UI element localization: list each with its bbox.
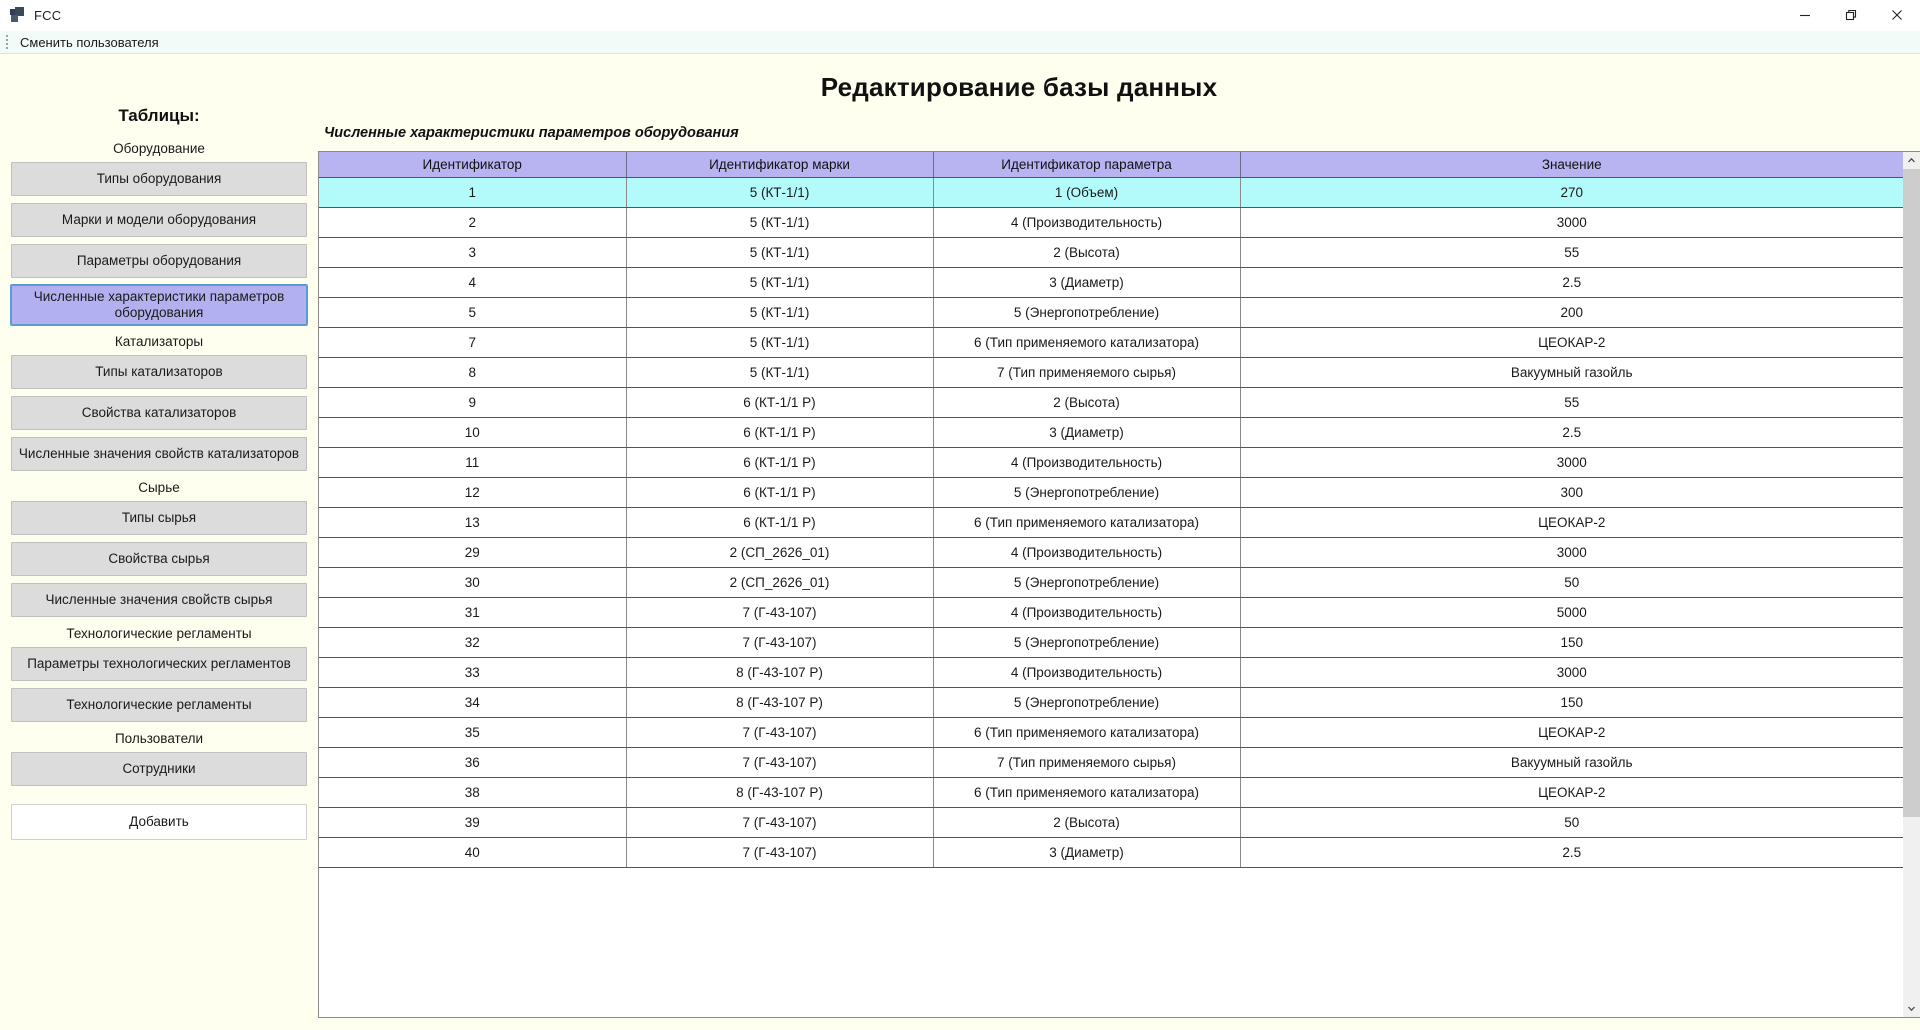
title-bar-left — [0, 7, 61, 23]
sidebar-item-catalyst-property-values[interactable]: Численные значения свойств катализаторов — [11, 437, 307, 471]
bottom-strip — [318, 1018, 1920, 1030]
chevron-down-icon — [1907, 1000, 1916, 1018]
cell-value[interactable]: 150 — [1240, 628, 1903, 658]
page-title: Редактирование базы данных — [820, 72, 1218, 102]
cell-id[interactable]: 9 — [319, 388, 626, 418]
cell-param-id[interactable]: 4 (Производительность) — [933, 208, 1240, 238]
cell-param-id[interactable]: 4 (Производительность) — [933, 448, 1240, 478]
cell-id[interactable]: 11 — [319, 448, 626, 478]
cell-id[interactable]: 29 — [319, 538, 626, 568]
cell-param-id[interactable]: 6 (Тип применяемого катализатора) — [933, 328, 1240, 358]
table-header-row — [319, 152, 1903, 178]
cell-param-id[interactable]: 6 (Тип применяемого катализатора) — [933, 508, 1240, 538]
cell-brand-id[interactable]: 7 (Г-43-107) — [626, 628, 933, 658]
table-caption: Численные характеристики параметров оборудования — [324, 125, 739, 141]
cell-brand-id[interactable]: 5 (КТ-1/1) — [626, 178, 933, 208]
vertical-scrollbar[interactable] — [1903, 151, 1920, 1018]
cell-param-id[interactable]: 5 (Энергопотребление) — [933, 688, 1240, 718]
cell-param-id[interactable]: 5 (Энергопотребление) — [933, 568, 1240, 598]
cell-param-id[interactable]: 3 (Диаметр) — [933, 838, 1240, 868]
cell-param-id[interactable]: 7 (Тип применяемого сырья) — [933, 748, 1240, 778]
cell-brand-id[interactable]: 6 (КТ-1/1 Р) — [626, 388, 933, 418]
table-row[interactable] — [319, 508, 1903, 538]
cell-brand-id[interactable]: 8 (Г-43-107 Р) — [626, 688, 933, 718]
table-row[interactable] — [319, 808, 1903, 838]
cell-param-id[interactable]: 5 (Энергопотребление) — [933, 298, 1240, 328]
table-head — [319, 152, 1903, 178]
table-row[interactable] — [319, 358, 1903, 388]
restore-icon — [1844, 8, 1858, 22]
sidebar-group-label-catalysts: Катализаторы — [114, 334, 204, 350]
cell-value[interactable]: Вакуумный газойль — [1240, 748, 1903, 778]
table-row[interactable] — [319, 748, 1903, 778]
cell-param-id[interactable]: 5 (Энергопотребление) — [933, 478, 1240, 508]
cell-brand-id[interactable]: 8 (Г-43-107 Р) — [626, 658, 933, 688]
sidebar-group-label-feedstock: Сырье — [138, 480, 180, 496]
table-row[interactable] — [319, 268, 1903, 298]
cell-id[interactable]: 38 — [319, 778, 626, 808]
cell-value[interactable]: 50 — [1240, 568, 1903, 598]
sidebar-item-catalyst-properties[interactable]: Свойства катализаторов — [11, 396, 307, 430]
column-header-value[interactable]: Значение — [1240, 152, 1903, 178]
cell-value[interactable]: ЦЕОКАР-2 — [1240, 718, 1903, 748]
sidebar-group-label-users: Пользователи — [114, 731, 204, 747]
data-table — [319, 152, 1903, 868]
sidebar-item-regulations[interactable]: Технологические регламенты — [11, 688, 307, 722]
table-row[interactable] — [319, 628, 1903, 658]
cell-id[interactable]: 32 — [319, 628, 626, 658]
cell-id[interactable]: 36 — [319, 748, 626, 778]
table-row[interactable] — [319, 478, 1903, 508]
table-row[interactable] — [319, 568, 1903, 598]
sidebar-item-equipment-types[interactable]: Типы оборудования — [11, 162, 307, 196]
sidebar-item-feedstock-property-values[interactable]: Численные значения свойств сырья — [11, 583, 307, 617]
scrollbar-track[interactable] — [1903, 169, 1920, 1000]
table-row[interactable] — [319, 838, 1903, 868]
cell-id[interactable]: 33 — [319, 658, 626, 688]
cell-brand-id[interactable]: 5 (КТ-1/1) — [626, 328, 933, 358]
maximize-button[interactable] — [1828, 0, 1874, 30]
cell-id[interactable]: 1 — [319, 178, 626, 208]
scrollbar-thumb[interactable] — [1903, 169, 1920, 817]
cell-param-id[interactable]: 2 (Высота) — [933, 238, 1240, 268]
cell-id[interactable]: 2 — [319, 208, 626, 238]
cell-id[interactable]: 31 — [319, 598, 626, 628]
cell-param-id[interactable]: 4 (Производительность) — [933, 658, 1240, 688]
data-grid-wrapper — [318, 151, 1920, 1018]
minimize-button[interactable] — [1782, 0, 1828, 30]
cell-value[interactable]: 2.5 — [1240, 418, 1903, 448]
sidebar-item-catalyst-types[interactable]: Типы катализаторов — [11, 355, 307, 389]
cell-brand-id[interactable]: 6 (КТ-1/1 Р) — [626, 478, 933, 508]
cell-brand-id[interactable]: 5 (КТ-1/1) — [626, 208, 933, 238]
sidebar-group-label-regulations: Технологические регламенты — [66, 626, 252, 642]
cell-id[interactable]: 8 — [319, 358, 626, 388]
add-button[interactable]: Добавить — [11, 804, 307, 840]
menu-item-switch-user[interactable]: Сменить пользователя — [20, 34, 159, 50]
cell-param-id[interactable]: 7 (Тип применяемого сырья) — [933, 358, 1240, 388]
menu-bar — [0, 31, 1920, 54]
cell-brand-id[interactable]: 5 (КТ-1/1) — [626, 298, 933, 328]
cell-brand-id[interactable]: 7 (Г-43-107) — [626, 748, 933, 778]
data-grid — [319, 151, 1903, 1018]
main-panel — [318, 54, 1920, 1030]
cell-param-id[interactable]: 2 (Высота) — [933, 388, 1240, 418]
window-title: FCC — [34, 7, 62, 23]
cell-value[interactable]: 270 — [1240, 178, 1903, 208]
table-row[interactable] — [319, 238, 1903, 268]
cell-brand-id[interactable]: 5 (КТ-1/1) — [626, 268, 933, 298]
cell-param-id[interactable]: 1 (Объем) — [933, 178, 1240, 208]
table-row[interactable] — [319, 418, 1903, 448]
cell-id[interactable]: 13 — [319, 508, 626, 538]
cell-value[interactable]: 150 — [1240, 688, 1903, 718]
column-header-id[interactable]: Идентификатор — [319, 152, 626, 178]
cell-value[interactable]: 3000 — [1240, 208, 1903, 238]
cell-id[interactable]: 34 — [319, 688, 626, 718]
sidebar-item-equipment-param-values[interactable]: Численные характеристики параметров оборудования — [11, 285, 307, 325]
table-row[interactable] — [319, 598, 1903, 628]
cell-param-id[interactable]: 6 (Тип применяемого катализатора) — [933, 778, 1240, 808]
cell-param-id[interactable]: 3 (Диаметр) — [933, 268, 1240, 298]
cell-value[interactable]: 3000 — [1240, 448, 1903, 478]
cell-value[interactable]: ЦЕОКАР-2 — [1240, 508, 1903, 538]
cell-param-id[interactable]: 4 (Производительность) — [933, 598, 1240, 628]
cell-id[interactable]: 5 — [319, 298, 626, 328]
cell-value[interactable]: 2.5 — [1240, 838, 1903, 868]
app-windows-icon — [10, 7, 26, 23]
cell-id[interactable]: 4 — [319, 268, 626, 298]
column-header-param-id[interactable]: Идентификатор параметра — [933, 152, 1240, 178]
close-icon — [1890, 8, 1904, 22]
sidebar-title: Таблицы: — [118, 106, 200, 125]
cell-brand-id[interactable]: 5 (КТ-1/1) — [626, 358, 933, 388]
scroll-down-button[interactable] — [1903, 1000, 1920, 1017]
cell-id[interactable]: 7 — [319, 328, 626, 358]
table-row[interactable] — [319, 658, 1903, 688]
content-area — [0, 54, 1920, 1030]
column-header-brand-id[interactable]: Идентификатор марки — [626, 152, 933, 178]
table-row[interactable] — [319, 538, 1903, 568]
cell-brand-id[interactable]: 7 (Г-43-107) — [626, 598, 933, 628]
window-controls — [1782, 0, 1920, 30]
cell-value[interactable]: ЦЕОКАР-2 — [1240, 328, 1903, 358]
table-row[interactable] — [319, 688, 1903, 718]
table-row[interactable] — [319, 328, 1903, 358]
cell-param-id[interactable]: 6 (Тип применяемого катализатора) — [933, 718, 1240, 748]
cell-brand-id[interactable]: 8 (Г-43-107 Р) — [626, 778, 933, 808]
table-row[interactable] — [319, 298, 1903, 328]
cell-value[interactable]: 200 — [1240, 298, 1903, 328]
cell-param-id[interactable]: 4 (Производительность) — [933, 538, 1240, 568]
sidebar-item-equipment-brands[interactable]: Марки и модели оборудования — [11, 203, 307, 237]
cell-brand-id[interactable]: 2 (СП_2626_01) — [626, 538, 933, 568]
cell-value[interactable]: 3000 — [1240, 658, 1903, 688]
sidebar-item-feedstock-properties[interactable]: Свойства сырья — [11, 542, 307, 576]
cell-brand-id[interactable]: 6 (КТ-1/1 Р) — [626, 418, 933, 448]
cell-brand-id[interactable]: 2 (СП_2626_01) — [626, 568, 933, 598]
cell-value[interactable]: 300 — [1240, 478, 1903, 508]
cell-id[interactable]: 3 — [319, 238, 626, 268]
sidebar-item-employees[interactable]: Сотрудники — [11, 752, 307, 786]
cell-id[interactable]: 35 — [319, 718, 626, 748]
cell-brand-id[interactable]: 7 (Г-43-107) — [626, 718, 933, 748]
sidebar-group-label-equipment: Оборудование — [113, 141, 205, 156]
cell-brand-id[interactable]: 7 (Г-43-107) — [626, 808, 933, 838]
sidebar-item-regulation-params[interactable]: Параметры технологических регламентов — [11, 647, 307, 681]
cell-id[interactable]: 40 — [319, 838, 626, 868]
cell-brand-id[interactable]: 6 (КТ-1/1 Р) — [626, 508, 933, 538]
scroll-up-button[interactable] — [1903, 152, 1920, 169]
cell-id[interactable]: 30 — [319, 568, 626, 598]
table-body — [319, 178, 1903, 868]
cell-param-id[interactable]: 5 (Энергопотребление) — [933, 628, 1240, 658]
table-row[interactable] — [319, 448, 1903, 478]
cell-param-id[interactable]: 3 (Диаметр) — [933, 418, 1240, 448]
table-row[interactable] — [319, 208, 1903, 238]
cell-param-id[interactable]: 2 (Высота) — [933, 808, 1240, 838]
cell-id[interactable]: 12 — [319, 478, 626, 508]
minimize-icon — [1798, 8, 1812, 22]
cell-brand-id[interactable]: 7 (Г-43-107) — [626, 838, 933, 868]
table-row[interactable] — [319, 778, 1903, 808]
cell-brand-id[interactable]: 6 (КТ-1/1 Р) — [626, 448, 933, 478]
chevron-up-icon — [1907, 152, 1916, 170]
table-row[interactable] — [319, 178, 1903, 208]
title-bar — [0, 0, 1920, 31]
table-row[interactable] — [319, 388, 1903, 418]
sidebar-item-feedstock-types[interactable]: Типы сырья — [11, 501, 307, 535]
sidebar — [0, 54, 318, 1030]
cell-value[interactable]: 5000 — [1240, 598, 1903, 628]
cell-value[interactable]: 3000 — [1240, 538, 1903, 568]
sidebar-item-equipment-params[interactable]: Параметры оборудования — [11, 244, 307, 278]
cell-value[interactable]: 55 — [1240, 388, 1903, 418]
cell-value[interactable]: ЦЕОКАР-2 — [1240, 778, 1903, 808]
cell-value[interactable]: Вакуумный газойль — [1240, 358, 1903, 388]
table-row[interactable] — [319, 718, 1903, 748]
cell-id[interactable]: 39 — [319, 808, 626, 838]
cell-value[interactable]: 55 — [1240, 238, 1903, 268]
close-button[interactable] — [1874, 0, 1920, 30]
cell-value[interactable]: 50 — [1240, 808, 1903, 838]
cell-id[interactable]: 10 — [319, 418, 626, 448]
cell-value[interactable]: 2.5 — [1240, 268, 1903, 298]
menu-grip-icon — [2, 33, 12, 51]
cell-brand-id[interactable]: 5 (КТ-1/1) — [626, 238, 933, 268]
